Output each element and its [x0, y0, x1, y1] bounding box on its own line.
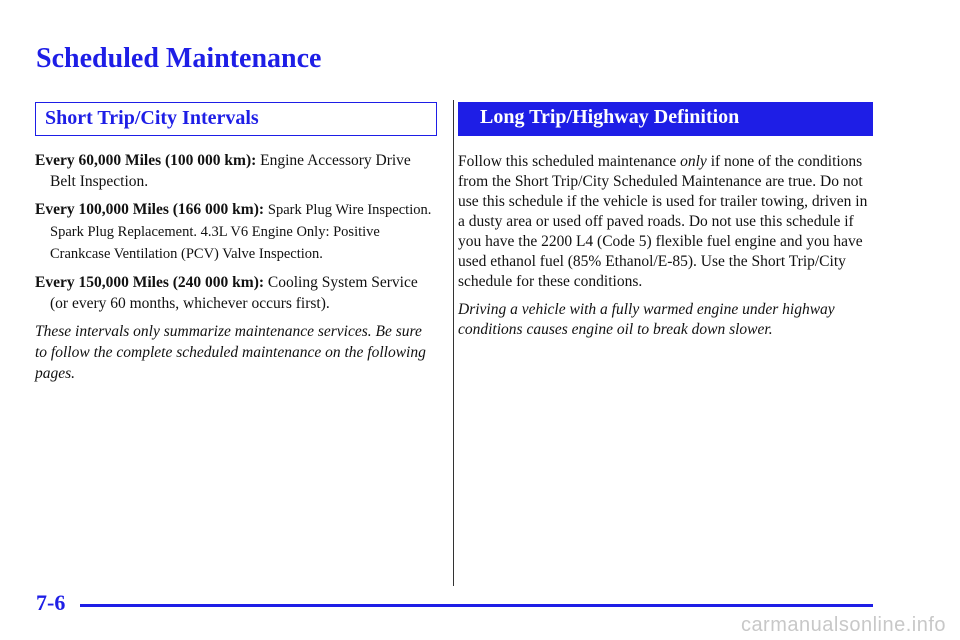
body-text-start: Follow this scheduled maintenance — [458, 153, 681, 170]
long-trip-note: Driving a vehicle with a fully warmed engine under highway conditions causes engine oil to break down slower. — [458, 301, 835, 338]
footer-rule — [80, 604, 873, 607]
long-trip-body — [458, 152, 873, 292]
interval-list — [35, 150, 437, 314]
interval-text: Engine Accessory Drive Belt Inspection. — [50, 152, 411, 190]
column-divider — [453, 100, 454, 586]
interval-label: Every 150,000 Miles (240 000 km): — [35, 274, 265, 291]
interval-entry-60000 — [35, 150, 437, 192]
short-trip-section — [35, 102, 437, 384]
long-trip-heading: Long Trip/Highway Definition — [458, 102, 873, 136]
interval-label: Every 100,000 Miles (166 000 km): — [35, 201, 265, 218]
interval-label: Every 60,000 Miles (100 000 km): — [35, 152, 257, 169]
body-emphasis: only — [680, 153, 707, 170]
watermark: carmanualsonline.info — [740, 614, 946, 636]
page-number: 7-6 — [36, 590, 66, 615]
page-title: Scheduled Maintenance — [36, 43, 322, 74]
long-trip-section — [458, 102, 873, 340]
interval-entry-100000 — [35, 199, 437, 265]
interval-text: Cooling System Service (or every 60 months, whichever occurs first). — [50, 274, 418, 312]
interval-entry-150000 — [35, 272, 437, 314]
short-trip-heading: Short Trip/City Intervals — [35, 102, 437, 136]
intervals-note: These intervals only summarize maintenance services. Be sure to follow the complete scheduled maintenance on the following pages. — [35, 323, 426, 382]
interval-text: Spark Plug Wire Inspection. Spark Plug Replacement. 4.3L V6 Engine Only: Positive Crankcase Ventilation (PCV) Valve Inspection. — [50, 202, 432, 262]
body-text-end: if none of the conditions from the Short Trip/City Scheduled Maintenance are true. Do not use this schedule if the vehicle is used for trailer towing, driven in a dusty area or used off paved roads. Do not use this schedule if you have the 2200 L4 (Code 5) flexible fuel engine and you have used ethanol fuel (85% Ethanol/E-85). Use the Short Trip/City schedule for these conditions. — [458, 153, 868, 290]
